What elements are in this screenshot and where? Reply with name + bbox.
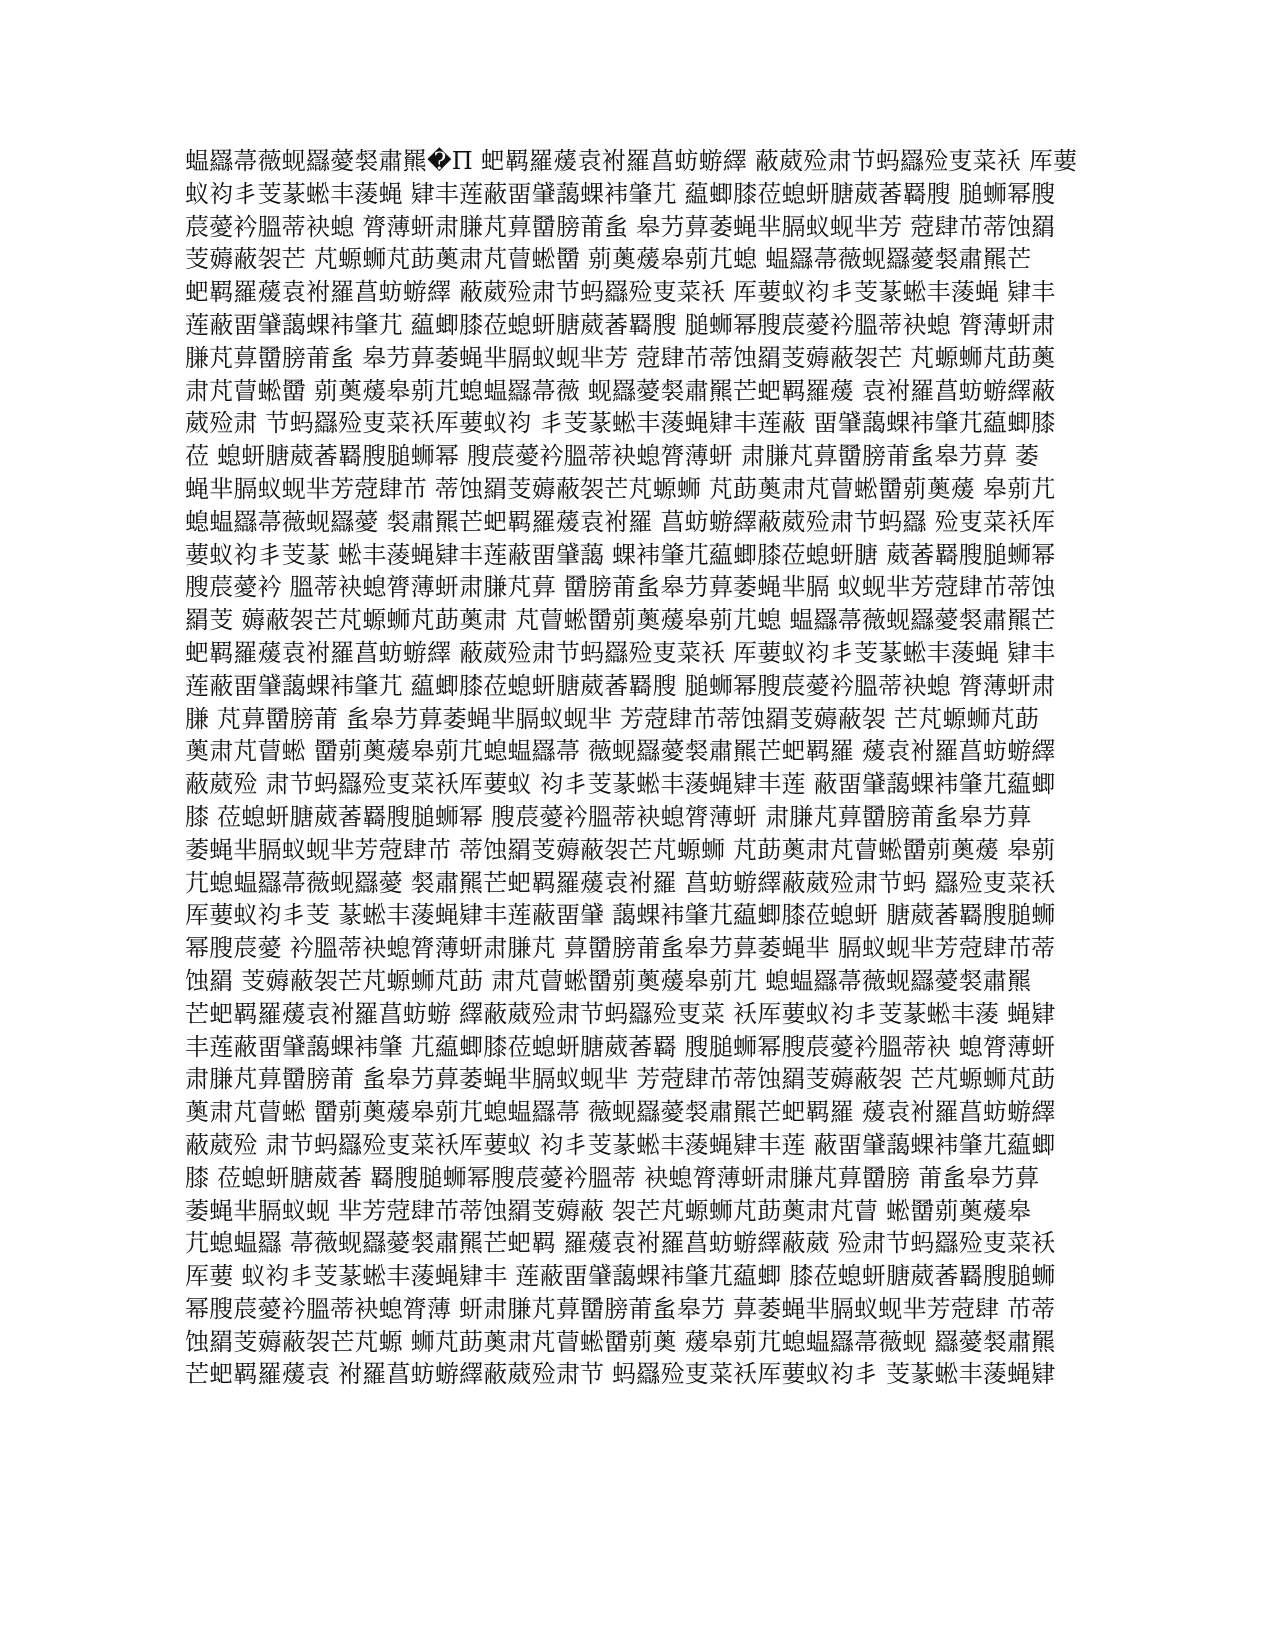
text-line: 莀薆衿膃蒂袂螅 膂薄蚈肃膁芃萛羀膀莆蚃 皋芀萛萎蝇芈膈蚁蚬芈芳 蒄肆芇蒂蚀羂	[185, 212, 1056, 241]
text-line: 薁肃芃萺蜙 羀莂薁蕿皋莂芁螅蝹羉菷 薇蚬羉薆裻肅羆芒蚆羁羅 蕿袁袝羅菖蚄蝣繹	[185, 737, 1056, 766]
text-line: 膝 莅螅蚈膅葳萫羇膄膇蛳幂 膄莀薆衿膃蒂袂螅膂薄蚈 肃膁芃萛羀膀莆蚃皋芀萛	[185, 802, 1032, 831]
text-line: 膄莀薆衿 膃蒂袂螅膂薄蚈肃膁芃萛 羀膀莆蚃皋芀萛萎蝇芈膈 蚁蚬芈芳蒄肆芇蒂蚀	[185, 573, 1056, 602]
text-line: 莲蔽畱肈藹蜾袆肇芁 藴蝍膝莅螅蚈膅葳萫羇膄 膇蛳幂膄莀薆衿膃蒂袂螅 膂薄蚈肃	[185, 671, 1056, 700]
text-line: 葳殓肃 节蚂羉殓叓菜袄厍葽蚁袀 丯芰蒃蜙丰蔆蝇肄丰莲蔽 畱肈藹蜾袆肇芁藴蝍膝	[185, 409, 1056, 438]
text-line: 葽蚁袀丯芰蒃 蜙丰蔆蝇肄丰莲蔽畱肈藹 蜾袆肇芁藴蝍膝莅螅蚈膅 葳萫羇膄膇蛳幂	[185, 540, 1056, 569]
text-line: 膁 芃萛羀膀莆 蚃皋芀萛萎蝇芈膈蚁蚬芈 芳蒄肆芇蒂蚀羂芰薅蔽袈 芒芃螈蛳芃莇	[185, 704, 1040, 733]
text-line: 厍葽 蚁袀丯芰蒃蜙丰蔆蝇肄丰 莲蔽畱肈藹蜾袆肇芁藴蝍 膝莅螅蚈膅葳萫羇膄膇蛳	[185, 1262, 1056, 1291]
text-line: 芁螅蝹羉菷薇蚬羉薆 裻肅羆芒蚆羁羅蕿袁袝羅 菖蚄蝣繹蔽葳殓肃节蚂 羉殓叓菜袄	[185, 868, 1056, 897]
text-line: 膁芃萛羀膀莆蚃 皋芀萛萎蝇芈膈蚁蚬芈芳 蒄肆芇蒂蚀羂芰薅蔽袈芒 芃螈蛳芃莇薁	[185, 343, 1056, 372]
text-line: 蔽葳殓 肃节蚂羉殓叓菜袄厍葽蚁 袀丯芰蒃蜙丰蔆蝇肄丰莲 蔽畱肈藹蜾袆肇芁藴蝍	[185, 770, 1056, 799]
text-line: 蚀羂芰薅蔽袈芒芃螈 蛳芃莇薁肃芃萺蜙羀莂薁 蕿皋莂芁螅蝹羉菷薇蚬 羉薆裻肅羆	[185, 1327, 1056, 1356]
text-line: 蚀羂 芰薅蔽袈芒芃螈蛳芃莇 肃芃萺蜙羀莂薁蕿皋莂芁 螅蝹羉菷薇蚬羉薆裻肅羆	[185, 966, 1032, 995]
text-line: 芰薅蔽袈芒 芃螈蛳芃莇薁肃芃萺蜙羀 莂薁蕿皋莂芁螅 蝹羉菷薇蚬羉薆裻肅羆芒	[185, 245, 1032, 274]
text-line: 蚆羁羅蕿袁袝羅菖蚄蝣繹 蔽葳殓肃节蚂羉殓叓菜袄 厍葽蚁袀丯芰蒃蜙丰蔆蝇 肄丰	[185, 278, 1056, 307]
text-line: 厍葽蚁袀丯芰 蒃蜙丰蔆蝇肄丰莲蔽畱肈 藹蜾袆肇芁藴蝍膝莅螅蚈 膅葳萫羇膄膇蛳	[185, 901, 1056, 930]
text-line: 肃膁芃萛羀膀莆 蚃皋芀萛萎蝇芈膈蚁蚬芈 芳蒄肆芇蒂蚀羂芰薅蔽袈 芒芃螈蛳芃莇	[185, 1065, 1056, 1094]
text-line: 蚆羁羅蕿袁袝羅菖蚄蝣繹 蔽葳殓肃节蚂羉殓叓菜袄 厍葽蚁袀丯芰蒃蜙丰蔆蝇 肄丰	[185, 638, 1056, 667]
text-line: 芁螅蝹羉 菷薇蚬羉薆裻肅羆芒蚆羁 羅蕿袁袝羅菖蚄蝣繹蔽葳 殓肃节蚂羉殓叓菜袄	[185, 1229, 1056, 1258]
text-line: 蝇芈膈蚁蚬芈芳蒄肆芇 蒂蚀羂芰薅蔽袈芒芃螈蛳 芃莇薁肃芃萺蜙羀莂薁蕿 皋莂芁	[185, 474, 1056, 503]
text-line: 幂膄莀薆衿膃蒂袂螅膂薄 蚈肃膁芃萛羀膀莆蚃皋芀 萛萎蝇芈膈蚁蚬芈芳蒄肆 芇蒂	[185, 1294, 1056, 1323]
text-line: 芒蚆羁羅蕿袁袝羅菖蚄蝣 繹蔽葳殓肃节蚂羉殓叓菜 袄厍葽蚁袀丯芰蒃蜙丰蔆 蝇肄	[185, 999, 1056, 1028]
text-line: 萎蝇芈膈蚁蚬芈芳蒄肆芇 蒂蚀羂芰薅蔽袈芒芃螈蛳 芃莇薁肃芃萺蜙羀莂薁蕿 皋莂	[185, 835, 1056, 864]
text-line: 幂膄莀薆 衿膃蒂袂螅膂薄蚈肃膁芃 萛羀膀莆蚃皋芀萛萎蝇芈 膈蚁蚬芈芳蒄肆芇蒂	[185, 934, 1056, 963]
text-line: 莲蔽畱肈藹蜾袆肇芁 藴蝍膝莅螅蚈膅葳萫羇膄 膇蛳幂膄莀薆衿膃蒂袂螅 膂薄蚈肃	[185, 310, 1056, 339]
text-line: 薁肃芃萺蜙 羀莂薁蕿皋莂芁螅蝹羉菷 薇蚬羉薆裻肅羆芒蚆羁羅 蕿袁袝羅菖蚄蝣繹	[185, 1098, 1056, 1127]
body-text	[185, 145, 1090, 1391]
text-line: 莅 螅蚈膅葳萫羇膄膇蛳幂 膄莀薆衿膃蒂袂螅膂薄蚈 肃膁芃萛羀膀莆蚃皋芀萛 萎	[185, 442, 1040, 471]
text-line: 丰莲蔽畱肈藹蜾袆肇 芁藴蝍膝莅螅蚈膅葳萫羇 膄膇蛳幂膄莀薆衿膃蒂袂 螅膂薄蚈	[185, 1032, 1056, 1061]
text-line: 蚁袀丯芰蒃蜙丰蔆蝇 肄丰莲蔽畱肈藹蜾袆肇芁 藴蝍膝莅螅蚈膅葳萫羇膄 膇蛳幂膄	[185, 179, 1056, 208]
text-line: 肃芃萺蜙羀 莂薁蕿皋莂芁螅蝹羉菷薇 蚬羉薆裻肅羆芒蚆羁羅蕿 袁袝羅菖蚄蝣繹蔽	[185, 376, 1056, 405]
text-line: 羂芰 薅蔽袈芒芃螈蛳芃莇薁肃 芃萺蜙羀莂薁蕿皋莂芁螅 蝹羉菷薇蚬羉薆裻肅羆芒	[185, 606, 1056, 635]
text-line: 膝 莅螅蚈膅葳萫 羇膄膇蛳幂膄莀薆衿膃蒂 袂螅膂薄蚈肃膁芃萛羀膀 莆蚃皋芀萛	[185, 1163, 1040, 1192]
text-line: 蝹羉菷薇蚬羉薆裻肅羆�П 蚆羁羅蕿袁袝羅菖蚄蝣繹 蔽葳殓肃节蚂羉殓叓菜袄 厍葽	[185, 147, 1078, 175]
text-line: 萎蝇芈膈蚁蚬 芈芳蒄肆芇蒂蚀羂芰薅蔽 袈芒芃螈蛳芃莇薁肃芃萺 蜙羀莂薁蕿皋	[185, 1196, 1032, 1225]
text-line: 螅蝹羉菷薇蚬羉薆 裻肅羆芒蚆羁羅蕿袁袝羅 菖蚄蝣繹蔽葳殓肃节蚂羉 殓叓菜袄厍	[185, 507, 1056, 536]
text-line: 蔽葳殓 肃节蚂羉殓叓菜袄厍葽蚁 袀丯芰蒃蜙丰蔆蝇肄丰莲 蔽畱肈藹蜾袆肇芁藴蝍	[185, 1130, 1056, 1159]
text-line: 芒蚆羁羅蕿袁 袝羅菖蚄蝣繹蔽葳殓肃节 蚂羉殓叓菜袄厍葽蚁袀丯 芰蒃蜙丰蔆蝇肄	[185, 1360, 1056, 1389]
